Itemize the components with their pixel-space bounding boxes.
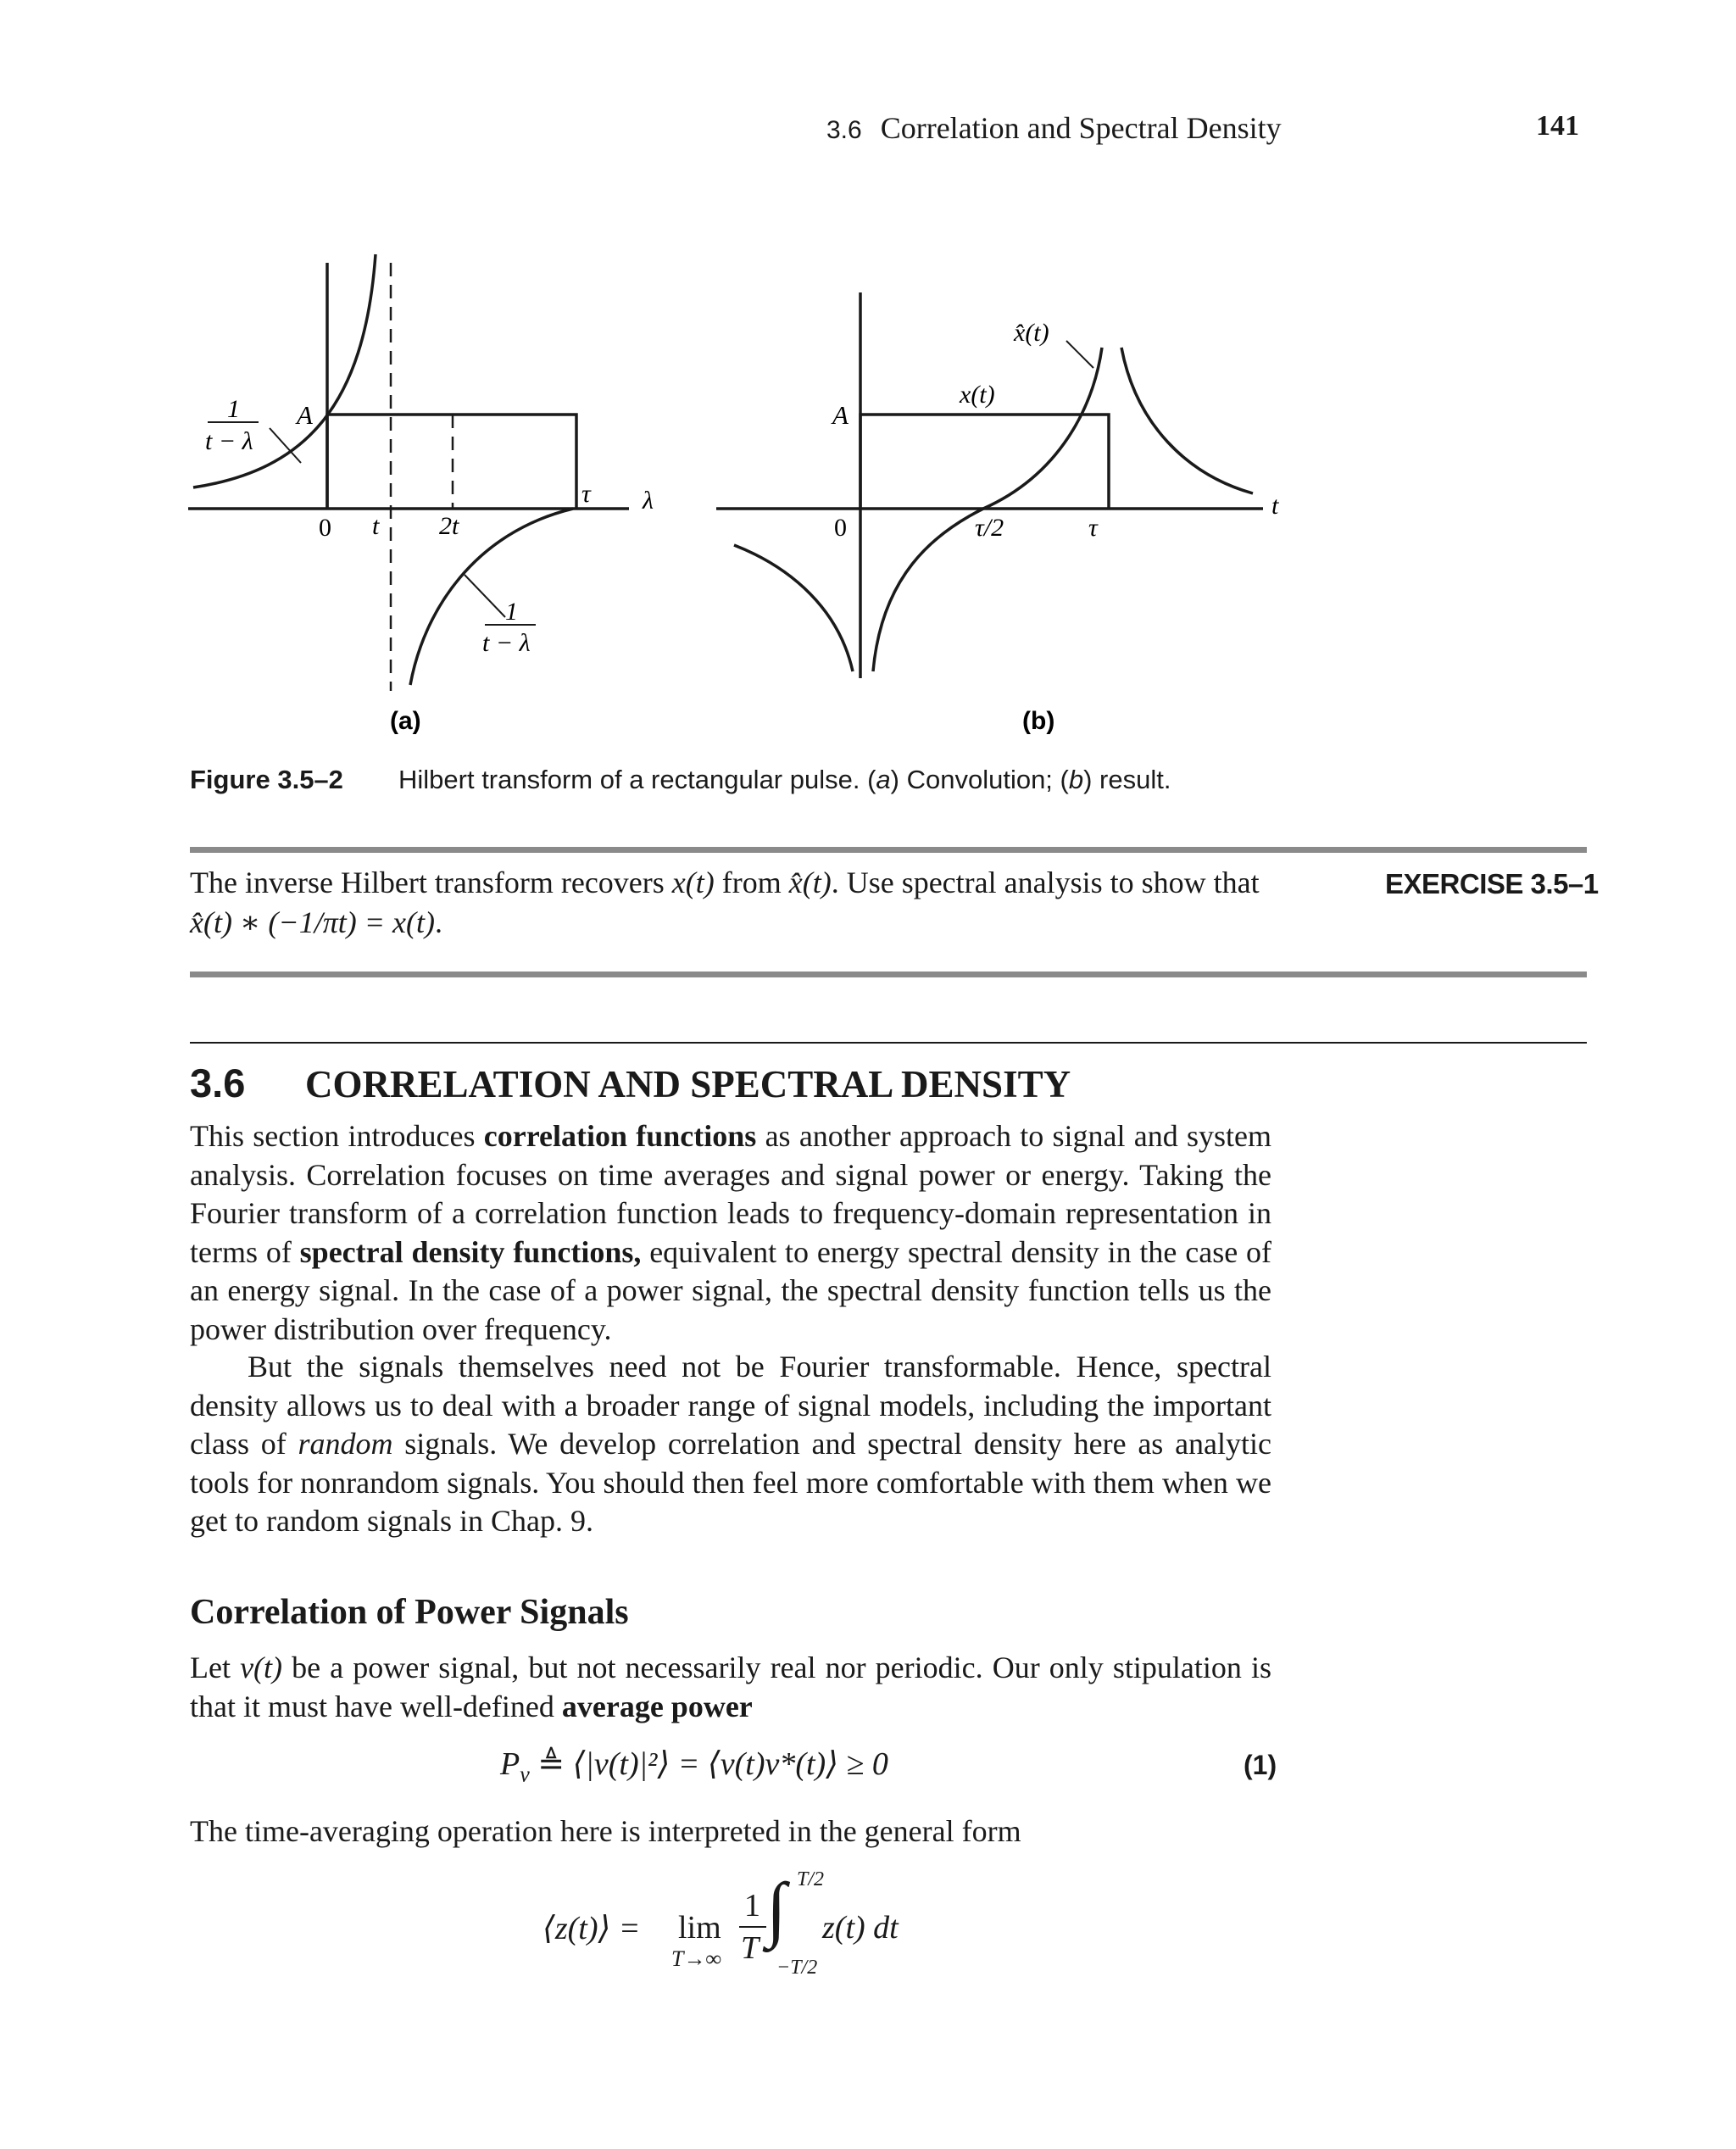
panel-b-tick-half-tau: τ/2: [975, 514, 1004, 542]
panel-b-tick-zero: 0: [834, 514, 847, 542]
section-rule: [190, 1042, 1587, 1044]
section-heading: [190, 1060, 1071, 1106]
exercise-xhat-t: x̂(t): [788, 866, 832, 899]
panel-b-hilbert-left-branch: [734, 545, 853, 671]
panel-b-label: (b): [1022, 707, 1055, 735]
para1-text-1: This section introduces: [190, 1119, 484, 1153]
para3-text-1: Let: [190, 1651, 241, 1684]
para2-italic-random: random: [298, 1427, 393, 1461]
figure-caption-a: a: [876, 765, 891, 794]
exercise-x-t: x(t): [671, 866, 715, 899]
eq2-lhs: ⟨z(t)⟩ =: [542, 1911, 641, 1946]
para1-bold-spectral-density-functions: spectral density functions,: [299, 1234, 642, 1269]
eq2-int-lower: −T/2: [776, 1957, 818, 1979]
para3-text-2: be a power signal, but not necessarily real nor periodic. Our only stipulation is that it must have well-defined: [190, 1651, 1271, 1723]
running-head-title: Correlation and Spectral Density: [880, 111, 1282, 145]
eq2-integral-sign: ∫: [766, 1868, 787, 1949]
panel-a-kernel-den-lower: t − λ: [482, 629, 531, 657]
panel-a-kernel-num-upper: 1: [227, 395, 240, 423]
panel-a-tick-t: t: [372, 512, 380, 540]
panel-b-amplitude: A: [832, 400, 849, 430]
panel-b-pulse: [860, 415, 1109, 509]
paragraph-intro: [190, 1117, 1271, 1349]
panel-b-hilbert-pointer: [1066, 341, 1093, 368]
panel-b-tick-tau: τ: [1088, 514, 1098, 542]
panel-a-kernel-pointer-lower: [465, 575, 505, 617]
panel-b-axis-label: t: [1271, 492, 1279, 520]
panel-a-tick-zero: 0: [319, 514, 331, 542]
panel-a-kernel-num-lower: 1: [505, 598, 518, 626]
exercise-text-1: The inverse Hilbert transform recovers: [190, 866, 672, 899]
eq2-frac-num: 1: [744, 1888, 760, 1924]
eq2-integrand: z(t) dt: [822, 1910, 899, 1946]
para1-text-3: equivalent to energy spectral density in the case of an energy signal. In the case of a power signal, the spectral density function tells us the power distribution over frequency.: [190, 1234, 1272, 1346]
figure-caption: [190, 765, 1171, 795]
figure: [0, 0, 1736, 763]
panel-a-kernel-den-upper: t − λ: [205, 427, 253, 455]
exercise-text-2: from: [714, 866, 789, 899]
section-title: CORRELATION AND SPECTRAL DENSITY: [305, 1063, 1071, 1105]
figure-caption-number: Figure 3.5–2: [190, 765, 343, 794]
para3-v-t: v(t): [240, 1651, 283, 1684]
paragraph-random-signals: [190, 1348, 1271, 1541]
eq1-rhs: ⟨|v(t)|²⟩ = ⟨v(t)v*(t)⟩ ≥ 0: [572, 1746, 888, 1782]
section-number: 3.6: [190, 1061, 246, 1105]
para2-text-2: signals. We develop correlation and spectral density here as analytic tools for nonrandom signals. You should then feel more comfortable with them when we get to random signals in Chap. 9.: [190, 1427, 1272, 1538]
exercise-top-rule: [190, 847, 1587, 853]
subsection-heading: Correlation of Power Signals: [190, 1593, 629, 1632]
para3-bold-average-power: average power: [561, 1689, 753, 1723]
figure-caption-b: b: [1068, 765, 1084, 794]
panel-a-tick-2t: 2t: [439, 512, 459, 540]
eq1-lhs-sub: v: [520, 1762, 530, 1787]
exercise-bottom-rule: [190, 972, 1587, 977]
page-number: 141: [1536, 110, 1579, 142]
panel-a-tick-tau: τ: [581, 480, 591, 508]
para1-bold-correlation-functions: correlation functions: [483, 1119, 757, 1153]
paragraph-power-signal: [190, 1649, 1271, 1726]
exercise-label: EXERCISE 3.5–1: [1385, 868, 1599, 899]
panel-a-label: (a): [390, 707, 421, 735]
panel-a-kernel-right-branch: [410, 509, 573, 685]
figure-caption-text-1: Hilbert transform of a rectangular pulse. (: [398, 765, 876, 794]
panel-b-hilbert-label: x̂(t): [1014, 319, 1049, 347]
eq2-lim-sub: T→∞: [671, 1946, 721, 1971]
paragraph-time-averaging: The time-averaging operation here is interpreted in the general form: [190, 1814, 1021, 1848]
figure-caption-text-3: ) result.: [1083, 765, 1171, 794]
panel-a-axis-label: λ: [643, 487, 654, 515]
exercise-text: [190, 863, 1283, 943]
equation-2: [542, 1868, 932, 1979]
exercise-text-3: . Use spectral analysis to show that: [831, 866, 1260, 899]
eq2-frac-bar: [739, 1926, 766, 1928]
exercise-formula: x̂(t) ∗ (−1/πt) = x(t): [190, 905, 435, 939]
eq1-def: ≜: [537, 1746, 565, 1782]
panel-b-hilbert-right-branch: [1121, 348, 1253, 493]
running-head-section: 3.6: [826, 116, 862, 144]
panel-b-signal-label: x(t): [960, 381, 995, 409]
para1-text-2: as another approach to signal and system analysis. Correlation focuses on time averages and signal power or energy. Taking the Fourier transform of a correlation function leads to frequency-domain representation in terms of: [190, 1119, 1271, 1269]
exercise-text-4: .: [434, 905, 442, 939]
equation-1-number: (1): [1244, 1750, 1277, 1780]
figure-caption-text-2: ) Convolution; (: [890, 765, 1069, 794]
eq2-lim: lim: [678, 1910, 721, 1946]
eq1-lhs: P: [500, 1746, 520, 1782]
equation-1: [500, 1745, 888, 1788]
eq2-int-upper: T/2: [797, 1868, 825, 1890]
panel-a-amplitude: A: [297, 400, 313, 430]
para2-text-1: But the signals themselves need not be Fourier transformable. Hence, spectral density allows us to deal with a broader range of signal models, including the important class of: [190, 1350, 1271, 1461]
eq2-frac-den: T: [741, 1930, 760, 1966]
